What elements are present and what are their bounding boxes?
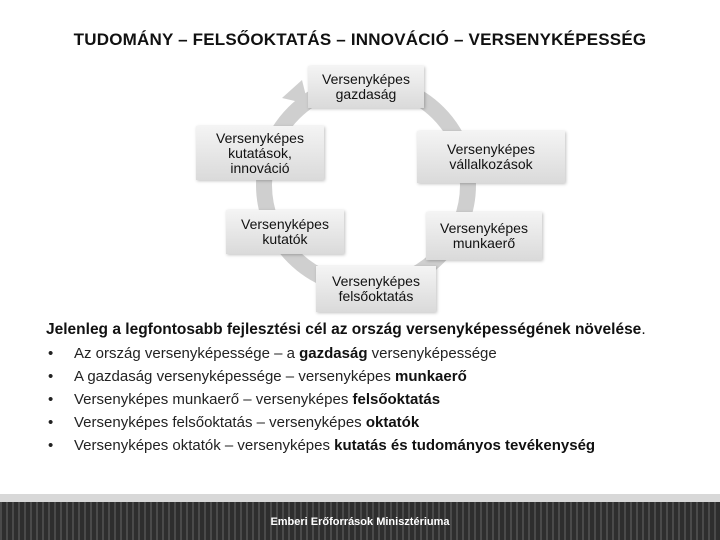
node-gazdasag-label: Versenyképes gazdaság [322, 71, 410, 102]
node-kutatok-label: Versenyképes kutatók [241, 216, 329, 247]
node-kutatasok-label: Versenyképes kutatások, innováció [216, 129, 304, 176]
body-text [46, 321, 686, 460]
node-kutatasok [196, 126, 324, 180]
bullet-icon: • [48, 345, 54, 362]
node-gazdasag [308, 66, 424, 108]
bullet-emphasis: munkaerő [395, 368, 467, 385]
node-kutatok [226, 210, 344, 254]
footer-label: Emberi Erőforrások Minisztériuma [270, 516, 450, 528]
node-vallalkozasok-label: Versenyképes vállalkozások [447, 141, 535, 172]
node-munkaero [426, 212, 542, 260]
bullet-text: Versenyképes oktatók – versenyképes [74, 437, 335, 454]
bullet-icon: • [48, 414, 54, 431]
bullet-icon: • [48, 391, 54, 408]
bullet-emphasis: gazdaság [299, 345, 368, 362]
bullet-list [46, 345, 686, 455]
node-felsooktatas [316, 266, 436, 312]
bullet-icon: • [48, 437, 54, 454]
list-item [46, 414, 686, 432]
list-item [46, 437, 686, 455]
bullet-text: Az ország versenyképessége – a [74, 345, 300, 362]
list-item [46, 368, 686, 386]
bullet-emphasis: oktatók [365, 414, 420, 431]
lead-sentence [46, 321, 686, 339]
bullet-text: Versenyképes felsőoktatás – versenyképes [74, 414, 366, 431]
bullet-icon: • [48, 368, 54, 385]
cycle-arrowhead-icon [282, 80, 308, 104]
slide-title: TUDOMÁNY – FELSŐOKTATÁS – INNOVÁCIÓ – VERSENYKÉPESSÉG [73, 30, 647, 49]
lead-bold: Jelenleg a legfontosabb fejlesztési cél az ország versenyképességének növelése [46, 321, 642, 338]
bullet-emphasis: felsőoktatás [352, 391, 441, 408]
node-munkaero-label: Versenyképes munkaerő [440, 220, 528, 251]
bullet-text: Versenyképes munkaerő – versenyképes [74, 391, 353, 408]
bullet-emphasis: kutatás és tudományos tevékenység [334, 437, 596, 454]
node-felsooktatas-label: Versenyképes felsőoktatás [332, 273, 420, 304]
bullet-text: A gazdaság versenyképessége – versenyképes [74, 368, 396, 385]
node-vallalkozasok [417, 131, 565, 183]
bullet-text-end: versenyképessége [367, 345, 497, 362]
list-item [46, 345, 686, 363]
list-item [46, 391, 686, 409]
lead-tail: . [641, 321, 646, 338]
